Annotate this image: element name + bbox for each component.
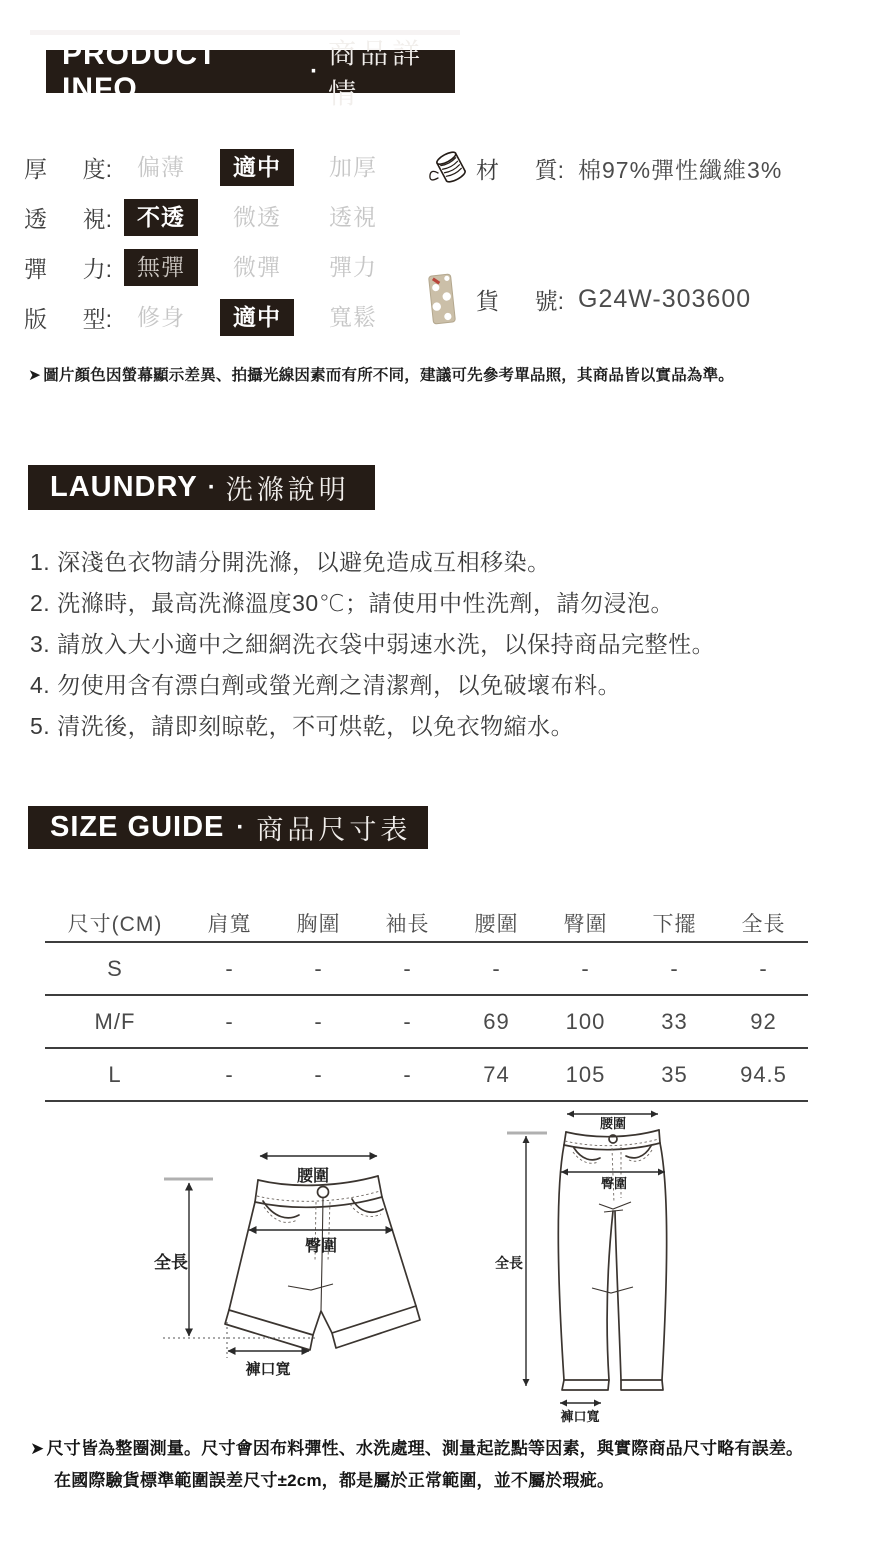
option-chip: 彈力 <box>329 253 377 280</box>
note-arrow-icon: ➤ <box>28 367 42 384</box>
attribute-list <box>24 142 412 342</box>
material-label: 材 質: <box>476 156 564 183</box>
length-measure <box>154 1179 318 1338</box>
section-title-zh: 商品詳情 <box>328 37 425 109</box>
attr-options <box>124 299 412 336</box>
attr-row-stretch <box>24 242 412 292</box>
column-header: 肩寬 <box>207 912 252 936</box>
size-table-header-row <box>45 904 808 941</box>
option-chip: 加厚 <box>329 153 377 180</box>
option-chip: 微透 <box>233 203 281 230</box>
shorts-diagram <box>130 1098 460 1413</box>
footnote-line-1: ➤ 尺寸皆為整圈測量。尺寸會因布料彈性、水洗處理、測量起訖點等因素，與實際商品尺寸略有誤差。 <box>30 1439 804 1458</box>
attr-label: 版 型: <box>24 305 112 332</box>
measurement-footnote <box>30 1434 803 1491</box>
section-header-size-guide <box>28 806 428 849</box>
hem-label: 褲口寬 <box>245 1361 291 1378</box>
laundry-item: 3. 請放入大小適中之細網洗衣袋中弱速水洗，以保持商品完整性。 <box>30 631 716 657</box>
attr-options <box>124 199 412 236</box>
color-disclaimer-note: ➤ 圖片顏色因螢幕顯示差異、拍攝光線因素而有所不同，建議可先參考單品照，其商品皆以實品為準。 <box>28 367 734 384</box>
laundry-item: 5. 清洗後，請即刻晾乾，不可烘乾，以免衣物縮水。 <box>30 713 575 739</box>
attr-row-thickness <box>24 142 412 192</box>
section-header-product-info <box>46 37 455 109</box>
attr-label: 厚 度: <box>24 155 112 182</box>
column-header: 尺寸(CM) <box>67 912 163 936</box>
laundry-item: 4. 勿使用含有漂白劑或螢光劑之清潔劑，以免破壞布料。 <box>30 672 622 698</box>
option-chip: 修身 <box>137 303 185 330</box>
hang-tag-icon <box>426 271 472 327</box>
option-chip: 微彈 <box>233 253 281 280</box>
material-value: 棉97%彈性纖維3% <box>578 156 783 183</box>
section-title-zh: 商品尺寸表 <box>256 815 412 845</box>
footnote-line-2: 在國際驗貨標準範圍誤差尺寸±2cm，都是屬於正常範圍，並不屬於瑕疵。 <box>54 1471 615 1490</box>
thread-spool-icon <box>426 147 472 189</box>
column-header: 下擺 <box>652 912 697 936</box>
laundry-instructions <box>30 542 715 747</box>
column-header: 腰圍 <box>474 912 519 936</box>
section-header-laundry <box>28 465 375 510</box>
section-title-en: PRODUCT INFO <box>62 37 218 105</box>
option-chip-selected: 適中 <box>220 149 294 186</box>
option-chip-selected: 不透 <box>124 199 198 236</box>
pants-diagram <box>480 1098 730 1443</box>
size-table <box>45 904 808 1102</box>
section-title-en: SIZE GUIDE <box>50 811 225 843</box>
note-arrow-icon: ➤ <box>30 1439 45 1458</box>
section-title-zh: 洗滌說明 <box>225 475 350 505</box>
size-name: L <box>108 1061 122 1087</box>
size-name: M/F <box>94 1008 136 1034</box>
hip-label: 臀圍 <box>600 1176 628 1191</box>
column-header: 全長 <box>741 912 786 936</box>
option-chip: 透視 <box>329 203 377 230</box>
column-header: 袖長 <box>385 912 430 936</box>
title-separator: · <box>236 813 245 841</box>
attr-label: 彈 力: <box>24 255 112 282</box>
attr-row-sheerness <box>24 192 412 242</box>
length-measure <box>495 1133 547 1386</box>
size-name: S <box>107 955 123 981</box>
laundry-item: 2. 洗滌時，最高洗滌溫度30℃；請使用中性洗劑，請勿浸泡。 <box>30 590 674 616</box>
option-chip: 寬鬆 <box>329 303 377 330</box>
pants-outline <box>558 1130 666 1390</box>
section-title-en: LAUNDRY <box>50 471 198 503</box>
hip-label: 臀圍 <box>304 1238 338 1255</box>
material-row <box>426 144 782 192</box>
item-number-row <box>426 270 751 328</box>
attr-row-fit <box>24 292 412 342</box>
title-separator: · <box>310 57 319 85</box>
table-row-size-l: L - - - 74 105 35 94.5 <box>45 1047 808 1100</box>
hip-measure <box>249 1230 393 1255</box>
column-header: 胸圍 <box>296 912 341 936</box>
item-number-label: 貨 號: <box>476 287 564 314</box>
hem-measure <box>560 1403 601 1424</box>
item-number-value: G24W-303600 <box>578 284 752 313</box>
table-row-size-s: S - - - - - - - <box>45 941 808 994</box>
hem-label: 褲口寬 <box>560 1409 600 1424</box>
option-chip: 偏薄 <box>137 153 185 180</box>
attr-label: 透 視: <box>24 205 112 232</box>
title-separator: · <box>207 473 216 501</box>
option-chip-selected: 適中 <box>220 299 294 336</box>
length-label: 全長 <box>495 1255 523 1271</box>
attr-options <box>124 249 412 286</box>
attr-options <box>124 149 412 186</box>
laundry-item: 1. 深淺色衣物請分開洗滌，以避免造成互相移染。 <box>30 549 551 575</box>
waist-label: 腰圍 <box>296 1168 330 1185</box>
shorts-outline <box>225 1176 420 1350</box>
length-label: 全長 <box>154 1253 188 1272</box>
waist-measure <box>567 1114 658 1131</box>
table-row-size-mf: M/F - - - 69 100 33 92 <box>45 994 808 1047</box>
waist-label: 腰圍 <box>599 1116 627 1131</box>
option-chip-selected: 無彈 <box>124 249 198 286</box>
column-header: 臀圍 <box>563 912 608 936</box>
